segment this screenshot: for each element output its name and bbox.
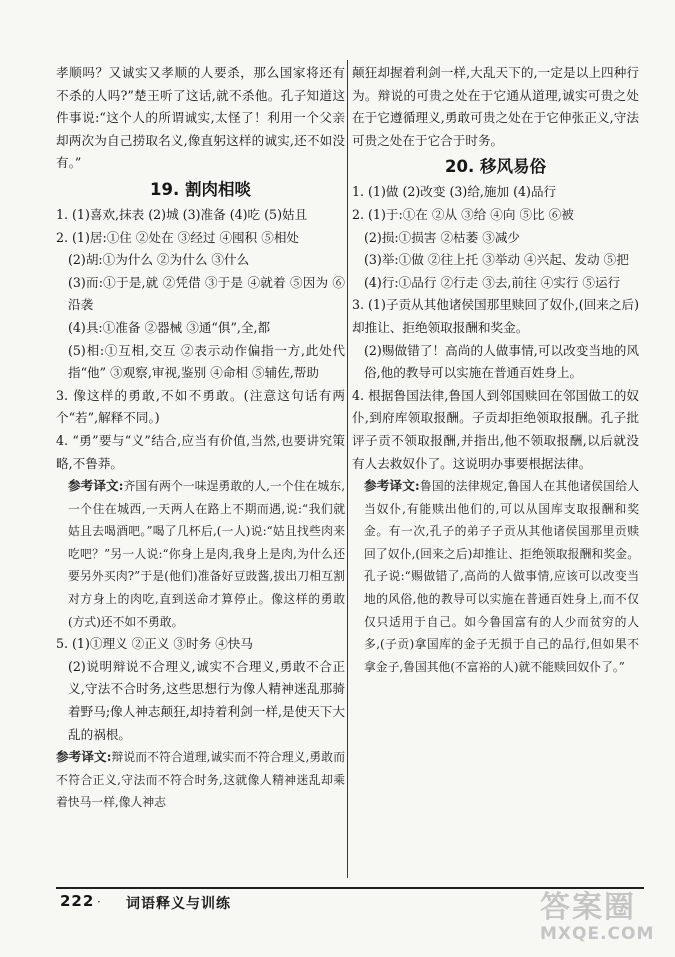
reference-text: 辩说而不符合道理,诚实而不符合理义,勇敢而不符合正义,守法而不符合时务,这就像人精神迷乱却乘着快马一样,像人神志 — [56, 750, 345, 810]
reference-text: 齐国有两个一味逞勇敢的人,一个住在城东,一个住在城西,一天两人在路上不期而遇,说:“我们就姑且去喝酒吧。”喝了几杯后,(一人)说:“姑且找些肉来吃吧？”另一人说:“你身上是肉,我身上是肉,为什么还要另外买肉?”于是(他们)准备好豆豉酱,拔出刀相互割对方身上的肉吃,直到送命才算停止。像这样的勇敢(方式)还不如不勇敢。 — [68, 479, 345, 629]
answer-1: 1. (1)喜欢,抹表 (2)城 (3)准备 (4)吃 (5)姑且 — [56, 206, 308, 222]
answer-3-1: 3. (1)子贡从其他诸侯国那里赎回了奴仆,(回来之后)却推让、拒绝领取报酬和奖金。 — [352, 297, 639, 335]
watermark-text: 答案圈 — [540, 890, 636, 925]
answer-4: 4. 根据鲁国法律,鲁国人到邻国赎回在邻国做工的奴仆,到府库领取报酬。子贡却拒绝领取报酬。孔子批评子贡不领取报酬,并指出,他不领取报酬,以后就没有人去救奴仆了。这说明办事要根据法律。 — [352, 387, 639, 471]
page-number: 222 — [60, 892, 95, 910]
footer-separator: · — [97, 895, 101, 909]
watermark-url: MXQE.COM — [540, 924, 655, 944]
answer-3: 3. 像这样的勇敢,不如不勇敢。(注意这句话有两个“若”,解释不同。) — [56, 387, 345, 426]
answer-2-4: (4)行:①品行 ②行走 ③去,前往 ④实行 ⑤运行 — [364, 274, 621, 290]
answer-2-3: (3)而:①于是,就 ②凭借 ③于是 ④就着 ⑤因为 ⑥沿袭 — [68, 274, 345, 313]
answer-2-3: (3)举:①做 ②往上托 ③举动 ④兴起、发动 ⑤把 — [364, 252, 629, 268]
section-heading-19: 19. 割肉相啖 — [150, 179, 251, 199]
answer-5-2: (2)说明辩说不合理义,诚实不合理义,勇敢不合正义,守法不合时务,这些思想行为像人精神迷乱那骑着野马;像人神志颠狂,却持着利剑一样,是使天下大乱的祸根。 — [68, 658, 345, 742]
column-divider — [347, 60, 348, 878]
answer-2-1: 2. (1)于:①在 ②从 ③给 ④向 ⑤比 ⑥被 — [352, 206, 574, 222]
reference-translation — [352, 475, 639, 678]
answer-2-2: (2)损:①损害 ②枯萎 ③减少 — [364, 229, 521, 245]
reference-translation-1 — [56, 475, 345, 633]
reference-label: 参考译文: — [364, 478, 420, 494]
answer-3-2: (2)赐做错了！高尚的人做事情,可以改变当地的风俗,他的教导可以实施在普通百姓身上。 — [364, 342, 639, 381]
left-column — [56, 62, 345, 814]
answer-5-1: 5. (1)①理义 ②正义 ③时务 ④快马 — [56, 636, 253, 652]
reference-label: 参考译文: — [68, 478, 124, 494]
answer-2-5: (5)相:①互相,交互 ②表示动作偏指一方,此处代指“他” ③观察,审视,鉴别 ④命相 ⑤辅佐,帮助 — [68, 342, 345, 381]
answer-2-4: (4)具:①准备 ②器械 ③通“俱”,全,都 — [68, 319, 271, 335]
right-column — [352, 62, 639, 678]
reference-text: 鲁国的法律规定,鲁国人在其他诸侯国给人当奴仆,有能赎出他们的,可以从国库支取报酬和奖金。有一次,孔子的弟子子贡从其他诸侯国那里贡赎回了奴仆,(回来之后)却推让、拒绝领取报酬和奖金。孔子说:“赐做错了,高尚的人做事情,应该可以改变当地的风俗,他的教导可以实施在普通百姓身上,而不仅仅只适用于自己。如今鲁国富有的人少而贫穷的人多,(子贡)拿国库的金子无损于自己的品行,但如果不拿金子,鲁国其他(不富裕的人)就不能赎回奴仆了。” — [364, 479, 639, 674]
watermark-logo — [536, 880, 666, 952]
answer-2-2: (2)胡:①为什么 ②为什么 ③什么 — [68, 252, 250, 268]
answer-1: 1. (1)做 (2)改变 (3)给,施加 (4)品行 — [352, 184, 557, 200]
left-intro-paragraph: 孝顺吗？又诚实又孝顺的人要杀，那么国家将还有不杀的人吗?”楚王听了这话,就不杀他。孔子知道这件事说:“这个人的所谓诚实,太怪了！利用一个父亲却两次为自己捞取名义,像直躬这样的诚实,还不如没有。” — [56, 65, 345, 171]
book-title: 词语释义与训练 — [126, 896, 231, 912]
right-intro-paragraph: 颠狂却握着利剑一样,大乱天下的,一定是以上四种行为。辩说的可贵之处在于它通从道理,诚实可贵之处在于它遵循理义,勇敢可贵之处在于它伸张正义,守法可贵之处在于它合于时务。 — [352, 65, 639, 148]
reference-label: 参考译文: — [56, 749, 112, 765]
answer-4: 4. “勇”要与“义”结合,应当有价值,当然,也要讲究策略,不鲁莽。 — [56, 432, 345, 471]
reference-translation-2 — [56, 746, 345, 814]
section-heading-20: 20. 移风易俗 — [445, 157, 546, 177]
answer-2-1: 2. (1)居:①住 ②处在 ③经过 ④囤积 ⑤相处 — [56, 229, 300, 245]
